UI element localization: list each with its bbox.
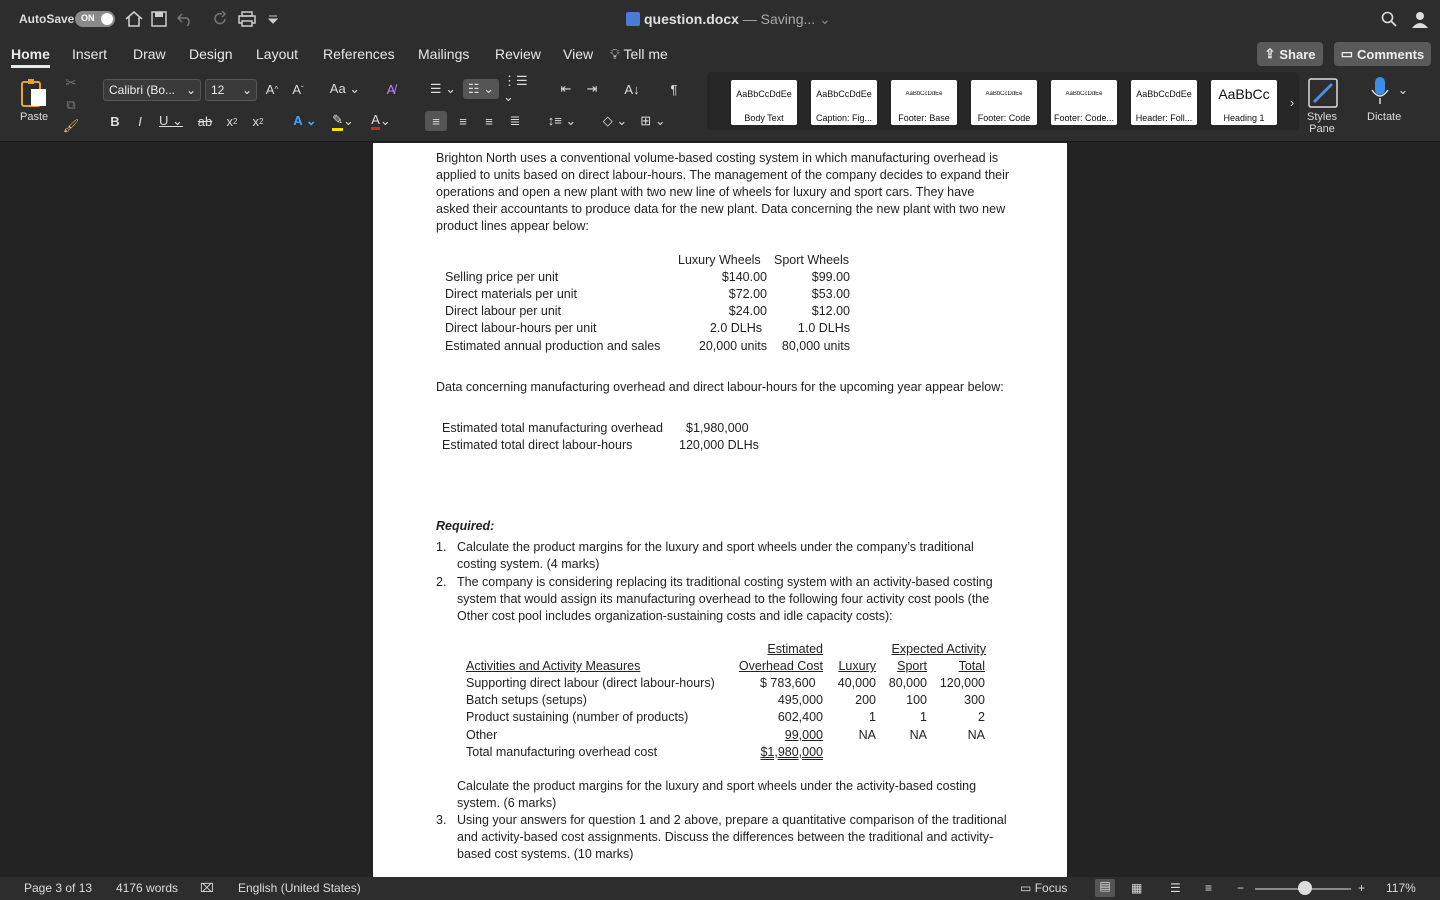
font-size-select[interactable] bbox=[205, 79, 257, 101]
styles-pane-label[interactable]: Styles Pane bbox=[1307, 111, 1337, 135]
style-label: Footer: Base bbox=[898, 113, 950, 123]
chevron-down-icon[interactable]: ⌄ bbox=[1397, 82, 1409, 97]
sort-icon[interactable]: A↓ bbox=[624, 81, 640, 97]
highlight-icon[interactable]: ✎ ⌄ bbox=[326, 111, 360, 131]
bold-icon[interactable]: B bbox=[110, 113, 120, 129]
row-label: Selling price per unit bbox=[445, 270, 559, 284]
focus-label: Focus bbox=[1034, 881, 1068, 895]
style-heading-1[interactable] bbox=[1211, 80, 1277, 125]
cell-sport: $99.00 bbox=[811, 270, 850, 284]
text-effects-icon[interactable]: A ⌄ bbox=[293, 113, 317, 128]
proofing-icon[interactable]: ⌧ bbox=[200, 881, 214, 895]
cell-luxury: $72.00 bbox=[728, 287, 767, 301]
page-count[interactable]: Page 3 of 13 bbox=[24, 881, 93, 895]
row-label: Direct labour-hours per unit bbox=[445, 321, 597, 335]
bullets-icon[interactable]: ☰ ⌄ bbox=[429, 81, 457, 96]
autosave-label: AutoSave bbox=[19, 12, 75, 26]
tab-draw[interactable]: Draw bbox=[133, 46, 166, 62]
cell-luxury: 20,000 units bbox=[698, 339, 767, 353]
col-header-overhead-cost: Overhead Cost bbox=[738, 659, 823, 673]
word-count[interactable]: 4176 words bbox=[116, 881, 179, 895]
numbering-icon[interactable]: ☷ ⌄ bbox=[463, 79, 499, 99]
cell-cost: 602,400 bbox=[777, 710, 823, 724]
col-header-total: Total bbox=[958, 659, 985, 673]
intro-paragraph: Brighton North uses a conventional volume-based costing system in which manufacturing overhead is applied to units based on direct labour-hours. The management of the company decides to expand their operations and open a new plant with two new line of wheels for luxury and sport cars. They have asked their accountants to produce data for the new plant. Data concerning the new plant with two new product lines appear below: bbox=[436, 151, 1010, 233]
autosave-toggle-label: ON bbox=[81, 13, 95, 23]
chevron-down-icon: ⌄ bbox=[185, 83, 196, 97]
italic-icon[interactable]: I bbox=[138, 113, 142, 129]
subscript-icon[interactable]: x 2 bbox=[226, 113, 238, 129]
align-center-icon[interactable]: ≡ bbox=[459, 113, 467, 129]
style-sample: AaBbCc bbox=[1218, 86, 1270, 102]
home-icon[interactable] bbox=[123, 8, 145, 30]
customize-toolbar-icon[interactable] bbox=[262, 8, 284, 30]
tab-view[interactable]: View bbox=[563, 46, 594, 62]
overhead-paragraph: Data concerning manufacturing overhead and direct labour-hours for the upcoming year appear below: bbox=[436, 380, 1004, 394]
style-caption[interactable] bbox=[811, 80, 877, 125]
share-icon: ⇪ bbox=[1264, 46, 1276, 61]
cell-sport: 100 bbox=[906, 693, 927, 707]
undo-icon[interactable] bbox=[174, 8, 196, 30]
font-color-icon[interactable]: A ⌄ bbox=[371, 112, 391, 128]
shading-icon[interactable]: ◇ ⌄ bbox=[602, 113, 628, 128]
underline-icon[interactable]: U ⌄ bbox=[159, 113, 183, 128]
zoom-out-icon[interactable]: − bbox=[1237, 881, 1245, 895]
cell-sport: 80,000 units bbox=[781, 339, 850, 353]
borders-icon[interactable]: ⊞ ⌄ bbox=[640, 113, 666, 128]
cell-cost: 99,000 bbox=[784, 728, 823, 742]
col-header-sport: Sport bbox=[897, 659, 927, 673]
focus-mode[interactable] bbox=[1020, 881, 1067, 895]
cut-icon[interactable]: ✂ bbox=[65, 75, 77, 90]
cell-value: 120,000 DLHs bbox=[679, 438, 759, 452]
row-label: Direct labour per unit bbox=[445, 304, 562, 318]
style-label: Footer: Code bbox=[977, 113, 1031, 123]
language[interactable]: English (United States) bbox=[238, 881, 361, 895]
title-bar bbox=[0, 0, 1440, 38]
multilevel-list-icon[interactable]: ⋮☰ ⌄ bbox=[503, 73, 528, 104]
zoom-slider-handle[interactable] bbox=[1298, 881, 1312, 895]
style-footer-code-2[interactable] bbox=[1051, 80, 1117, 125]
cell-value: $1,980,000 bbox=[686, 421, 749, 435]
style-sample: AaBbCcDdEe bbox=[736, 89, 792, 99]
tell-me-label: Tell me bbox=[623, 46, 668, 62]
cell-total: 2 bbox=[978, 710, 985, 724]
print-icon[interactable] bbox=[236, 8, 258, 30]
share-person-icon[interactable] bbox=[1409, 8, 1431, 30]
total-cost: $1,980,000 bbox=[760, 745, 823, 759]
required-heading: Required: bbox=[436, 519, 495, 533]
save-icon[interactable] bbox=[148, 8, 170, 30]
tab-home[interactable]: Home bbox=[11, 46, 50, 62]
paste-label[interactable]: Paste bbox=[20, 111, 49, 123]
grow-font-icon[interactable]: A ^ bbox=[265, 81, 279, 97]
tab-review[interactable]: Review bbox=[495, 46, 541, 62]
question-1: Calculate the product margins for the luxury and sport wheels under the company’s traditional costing system. (4 marks) bbox=[457, 540, 974, 571]
print-layout-icon[interactable]: ▤ bbox=[1095, 879, 1115, 897]
tab-design[interactable]: Design bbox=[189, 46, 233, 62]
list-number: 2. bbox=[436, 575, 447, 589]
comment-icon: ▭ bbox=[1340, 46, 1354, 61]
tab-mailings[interactable]: Mailings bbox=[418, 46, 470, 62]
zoom-level[interactable]: 117% bbox=[1386, 881, 1416, 895]
cell-total: 300 bbox=[964, 693, 985, 707]
font-name-select[interactable] bbox=[103, 79, 201, 101]
style-label: Header: Foll... bbox=[1135, 113, 1193, 123]
paste-icon[interactable] bbox=[14, 77, 54, 109]
microphone-icon[interactable] bbox=[1366, 75, 1394, 107]
col-header-luxury: Luxury Wheels bbox=[678, 253, 761, 267]
cell-luxury: 2.0 DLHs bbox=[709, 321, 762, 335]
font-name-value: Calibri (Bo... bbox=[109, 83, 176, 97]
cell-total: NA bbox=[967, 728, 985, 742]
shrink-font-icon[interactable]: A ˇ bbox=[292, 81, 304, 97]
cell-sport: 1 bbox=[920, 710, 927, 724]
question-3: Using your answers for question 1 and 2 above, prepare a quantitative comparison of the traditional and activity-based cost assignments. Discuss the differences between the traditional and activity-based cost systems. (10 marks) bbox=[457, 813, 1007, 861]
decrease-indent-icon[interactable]: ⇤ bbox=[560, 81, 572, 96]
draft-view-icon[interactable]: ≡ bbox=[1205, 881, 1213, 895]
row-label: Other bbox=[466, 728, 498, 742]
redo-icon[interactable] bbox=[210, 8, 232, 30]
row-label: Supporting direct labour (direct labour-hours) bbox=[466, 676, 715, 690]
superscript-icon[interactable]: x 2 bbox=[252, 113, 264, 129]
cell-luxury: $24.00 bbox=[728, 304, 767, 318]
cell-sport: $53.00 bbox=[811, 287, 850, 301]
tab-references[interactable]: References bbox=[323, 46, 395, 62]
word-doc-icon bbox=[626, 12, 640, 26]
comments-label: Comments bbox=[1357, 46, 1425, 62]
col-header-expected-activity: Expected Activity bbox=[891, 642, 986, 656]
style-sample: AaBbCcDdEe bbox=[985, 91, 1023, 97]
style-header-following[interactable] bbox=[1131, 80, 1197, 125]
align-left-icon[interactable]: ≡ bbox=[425, 111, 447, 131]
font-size-value: 12 bbox=[211, 83, 225, 97]
share-button[interactable] bbox=[1257, 42, 1323, 66]
lightbulb-icon: 💡︎ bbox=[610, 46, 620, 62]
style-sample: AaBbCcDdEe bbox=[1136, 89, 1192, 99]
share-label: Share bbox=[1279, 46, 1316, 62]
autosave-toggle[interactable] bbox=[75, 11, 115, 27]
style-footer-base[interactable] bbox=[891, 80, 957, 125]
list-number: 1. bbox=[436, 540, 447, 554]
document-page[interactable] bbox=[373, 143, 1067, 877]
justify-icon[interactable]: ≣ bbox=[509, 113, 521, 128]
style-label: Body Text bbox=[744, 113, 784, 123]
align-right-icon[interactable]: ≡ bbox=[485, 113, 493, 129]
style-body-text[interactable] bbox=[731, 80, 797, 125]
search-icon[interactable] bbox=[1378, 8, 1400, 30]
style-footer-code[interactable] bbox=[971, 80, 1037, 125]
saving-status: — Saving... bbox=[742, 11, 816, 27]
show-formatting-icon[interactable]: ¶ bbox=[670, 81, 678, 97]
col-header-estimated: Estimated bbox=[767, 642, 823, 656]
cell-luxury: 1 bbox=[869, 710, 876, 724]
list-number: 3. bbox=[436, 813, 447, 827]
cell-luxury: $140.00 bbox=[721, 270, 767, 284]
zoom-in-icon[interactable]: + bbox=[1358, 881, 1366, 895]
format-painter-icon[interactable]: 🖌︎ bbox=[62, 118, 80, 133]
comments-button[interactable] bbox=[1334, 42, 1431, 66]
tab-layout[interactable]: Layout bbox=[256, 46, 299, 62]
focus-icon: ▭ bbox=[1020, 881, 1032, 895]
status-bar bbox=[0, 877, 1440, 900]
cell-sport: 80,000 bbox=[888, 676, 927, 690]
col-header-sport: Sport Wheels bbox=[774, 253, 850, 267]
cell-sport: NA bbox=[909, 728, 927, 742]
styles-more-icon[interactable]: › bbox=[1289, 94, 1295, 110]
cell-cost: 495,000 bbox=[777, 693, 823, 707]
row-label: Batch setups (setups) bbox=[466, 693, 587, 707]
row-label: Product sustaining (number of products) bbox=[466, 710, 689, 724]
row-label: Estimated annual production and sales bbox=[445, 339, 661, 353]
tab-insert[interactable]: Insert bbox=[72, 46, 108, 62]
question-2: The company is considering replacing its traditional costing system with an activity-based costing system that would assign its manufacturing overhead to the following four activity cost pools (the Other cost pool includes organization-sustaining costs and idle capacity costs): bbox=[457, 575, 993, 623]
strikethrough-icon[interactable]: ab bbox=[197, 113, 213, 129]
cell-sport: 1.0 DLHs bbox=[797, 321, 850, 335]
dictate-label[interactable]: Dictate bbox=[1367, 111, 1402, 123]
document-title: question.docx — Saving... ⌄ bbox=[626, 11, 831, 28]
cell-cost: $ 783,600 bbox=[760, 676, 816, 690]
cell-luxury: 200 bbox=[855, 693, 876, 707]
style-label: Footer: Code... bbox=[1053, 113, 1115, 123]
copy-icon[interactable]: ⧉ bbox=[66, 97, 76, 112]
total-row-label: Total manufacturing overhead cost bbox=[466, 745, 658, 759]
row-label: Estimated total manufacturing overhead bbox=[442, 421, 663, 435]
col-header-luxury: Luxury bbox=[838, 659, 876, 673]
filename: question.docx bbox=[644, 11, 739, 27]
style-label: Heading 1 bbox=[1223, 113, 1265, 123]
web-layout-icon[interactable]: ▦ bbox=[1131, 881, 1143, 895]
row-label: Direct materials per unit bbox=[445, 287, 577, 301]
cell-luxury: 40,000 bbox=[837, 676, 876, 690]
row-label: Estimated total direct labour-hours bbox=[442, 438, 633, 452]
outline-view-icon[interactable]: ☰ bbox=[1170, 881, 1181, 895]
cell-total: 120,000 bbox=[939, 676, 985, 690]
style-sample: AaBbCcDdEe bbox=[816, 89, 872, 99]
style-sample: AaBbCcDdEe bbox=[905, 91, 943, 97]
chevron-down-icon: ⌄ bbox=[241, 83, 252, 97]
clear-formatting-icon[interactable]: A̸ bbox=[386, 81, 396, 97]
styles-pane-icon[interactable] bbox=[1306, 76, 1340, 110]
line-spacing-icon[interactable]: ↕≡ ⌄ bbox=[547, 113, 577, 128]
increase-indent-icon[interactable]: ⇥ bbox=[586, 81, 598, 96]
question-2-instruction: Calculate the product margins for the luxury and sport wheels under the activity-based costing system. (6 marks) bbox=[457, 779, 977, 810]
ribbon-tabs bbox=[0, 38, 1440, 70]
cell-sport: $12.00 bbox=[811, 304, 850, 318]
change-case-icon[interactable]: Aa ⌄ bbox=[329, 81, 361, 96]
tell-me[interactable] bbox=[610, 46, 668, 63]
style-label: Caption: Fig... bbox=[815, 113, 873, 123]
cell-luxury: NA bbox=[858, 728, 876, 742]
style-sample: AaBbCcDdEe bbox=[1065, 91, 1103, 97]
styles-gallery bbox=[707, 72, 1299, 130]
col-header-activities: Activities and Activity Measures bbox=[466, 659, 641, 673]
